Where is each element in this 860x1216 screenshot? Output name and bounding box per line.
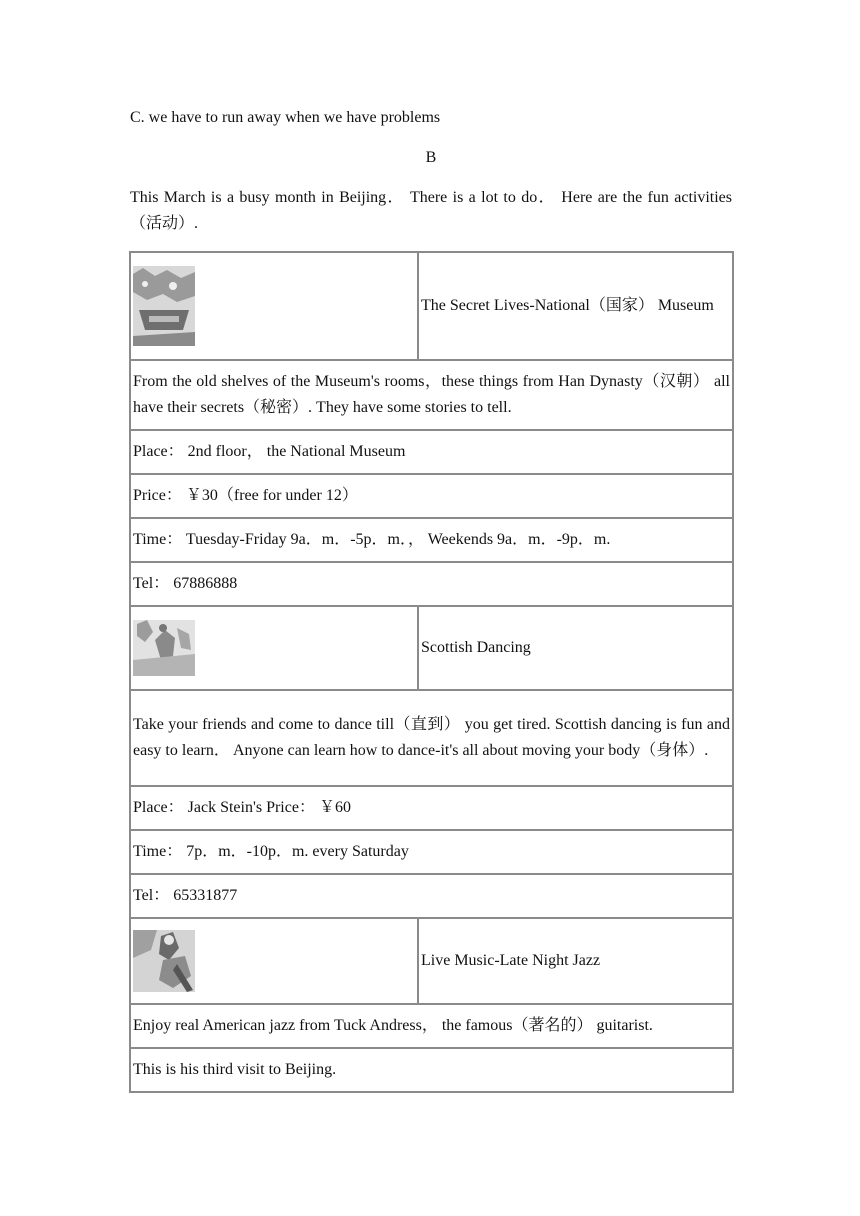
activity-note: This is his third visit to Beijing. <box>130 1048 733 1092</box>
activity-description: Enjoy real American jazz from Tuck Andress， the famous（著名的） guitarist. <box>130 1004 733 1048</box>
activity-description: Take your friends and come to dance till（直到） you get tired. Scottish dancing is fun and easy to learn． Anyone can learn how to dance-it's all about moving your body（身体）. <box>130 690 733 786</box>
activity-header-row <box>130 252 733 360</box>
activity-title: Scottish Dancing <box>418 606 733 690</box>
activity-header-row <box>130 918 733 1004</box>
activity-time: Time： Tuesday-Friday 9a．m．-5p．m．， Weekends 9a．m．-9p．m. <box>130 518 733 562</box>
activity-title: The Secret Lives-National（国家） Museum <box>418 252 733 360</box>
section-title: B <box>425 149 437 166</box>
dancing-photo-icon <box>133 620 195 676</box>
activity-place: Place： 2nd floor， the National Museum <box>130 430 733 474</box>
museum-photo-icon <box>133 266 195 346</box>
activity-title: Live Music-Late Night Jazz <box>418 918 733 1004</box>
activity-tel: Tel： 67886888 <box>130 562 733 606</box>
activity-image-cell <box>130 252 418 360</box>
activity-image-cell <box>130 918 418 1004</box>
activity-tel: Tel： 65331877 <box>130 874 733 918</box>
activity-time: Time： 7p．m．-10p．m. every Saturday <box>130 830 733 874</box>
activity-price: Price： ￥30（free for under 12） <box>130 474 733 518</box>
activity-header-row <box>130 606 733 690</box>
guitarist-photo-icon <box>133 930 195 992</box>
activities-table <box>129 251 734 1093</box>
activity-description: From the old shelves of the Museum's rooms，these things from Han Dynasty（汉朝） all have their secrets（秘密）. They have some stories to tell. <box>130 360 733 430</box>
intro-paragraph: This March is a busy month in Beijing． There is a lot to do． Here are the fun activities（活动）. <box>130 189 732 232</box>
activity-place-price: Place： Jack Stein's Price： ￥60 <box>130 786 733 830</box>
activity-image-cell <box>130 606 418 690</box>
answer-option-c: C. we have to run away when we have problems <box>130 109 441 126</box>
